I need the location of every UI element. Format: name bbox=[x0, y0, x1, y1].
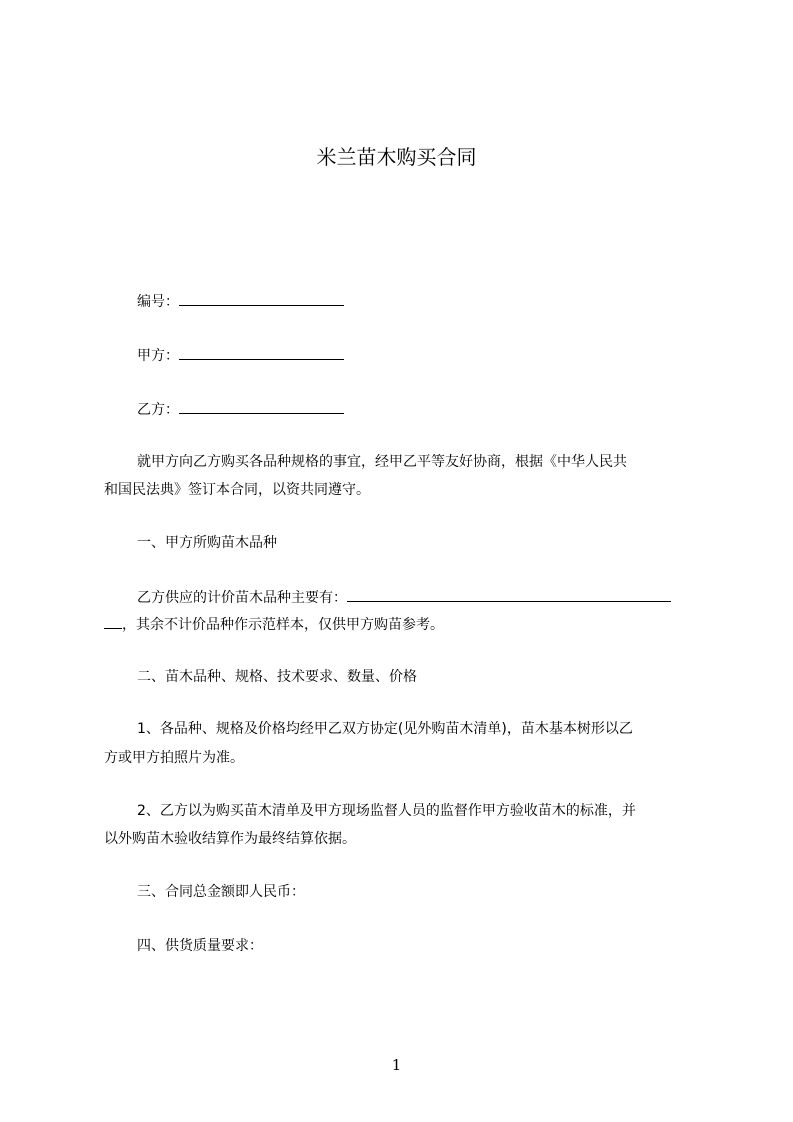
party-b-field bbox=[137, 399, 344, 420]
section-two-item-1-line-2: 方或甲方拍照片为准。 bbox=[104, 750, 244, 766]
contract-number-blank bbox=[179, 291, 344, 306]
section-three-heading: 三、合同总金额即人民币： bbox=[137, 884, 305, 900]
section-two-item-1-line-1: 1、各品种、规格及价格均经甲乙双方协定(见外购苗木清单)，苗木基本树形以乙 bbox=[137, 721, 633, 737]
section-two-item-2-line-2: 以外购苗木验收结算作为最终结算依据。 bbox=[104, 831, 356, 847]
seedling-varieties-blank-continued bbox=[104, 614, 122, 629]
contract-number-field bbox=[137, 291, 344, 312]
section-two-heading: 二、苗木品种、规格、技术要求、数量、价格 bbox=[137, 669, 417, 685]
section-one-line-1 bbox=[137, 587, 671, 608]
document-title: 米兰苗木购买合同 bbox=[316, 145, 477, 169]
section-one-line-2 bbox=[104, 614, 444, 635]
party-a-label: 甲方： bbox=[137, 348, 179, 364]
party-a-blank bbox=[179, 345, 344, 360]
party-b-blank bbox=[179, 399, 344, 414]
intro-paragraph-line-1: 就甲方向乙方购买各品种规格的事宜，经甲乙平等友好协商，根据《中华人民共 bbox=[137, 454, 627, 470]
section-one-heading: 一、甲方所购苗木品种 bbox=[137, 535, 277, 551]
section-four-heading: 四、供货质量要求： bbox=[137, 938, 263, 954]
section-one-suffix: ，其余不计价品种作示范样本，仅供甲方购苗参考。 bbox=[122, 617, 444, 633]
contract-number-label: 编号： bbox=[137, 294, 179, 310]
party-a-field bbox=[137, 345, 344, 366]
intro-paragraph-line-2: 和国民法典》签订本合同，以资共同遵守。 bbox=[104, 482, 370, 498]
section-two-item-2-line-1: 2、乙方以为购买苗木清单及甲方现场监督人员的监督作甲方验收苗木的标准，并 bbox=[137, 803, 636, 819]
page-number: 1 bbox=[391, 1056, 402, 1074]
seedling-varieties-blank bbox=[347, 587, 671, 602]
section-one-prefix: 乙方供应的计价苗木品种主要有： bbox=[137, 590, 347, 606]
party-b-label: 乙方： bbox=[137, 402, 179, 418]
